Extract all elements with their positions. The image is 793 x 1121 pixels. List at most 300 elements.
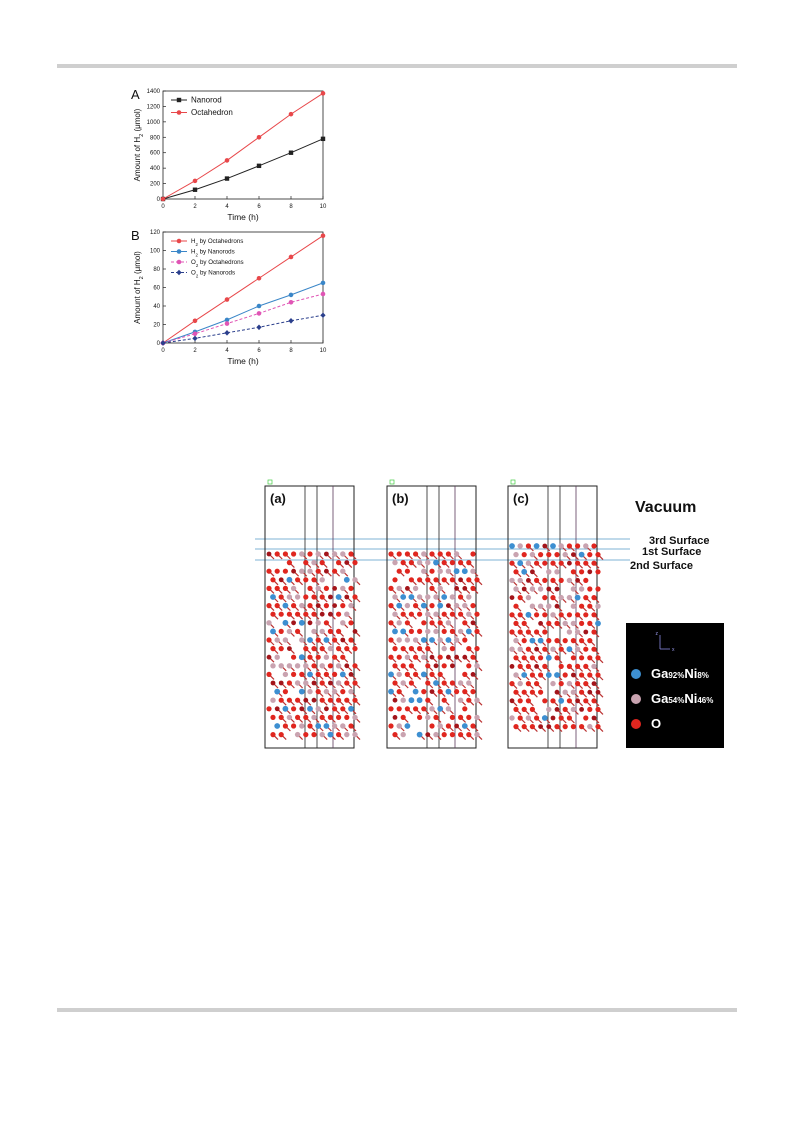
atom: [332, 586, 337, 591]
atom: [466, 594, 471, 599]
x-tick-label: 2: [193, 348, 197, 354]
atom: [513, 621, 518, 626]
atom: [542, 612, 547, 617]
atom: [442, 663, 447, 668]
atom: [571, 707, 576, 712]
atom: [526, 698, 531, 703]
x-tick-label: 2: [193, 204, 197, 210]
atom: [438, 586, 443, 591]
atom: [324, 672, 329, 677]
atom: [307, 723, 312, 728]
surface-label-3rd: 3rd Surface: [649, 535, 710, 547]
atom: [311, 560, 316, 565]
atom: [324, 620, 329, 625]
atom: [591, 664, 596, 669]
atom: [458, 560, 463, 565]
atom: [554, 638, 559, 643]
atom: [446, 551, 451, 556]
atom: [307, 706, 313, 712]
atom: [595, 604, 600, 609]
atom: [291, 706, 296, 711]
atom: [575, 629, 580, 634]
atom: [518, 681, 523, 686]
atom: [425, 612, 430, 617]
atom: [466, 698, 471, 703]
atom: [546, 707, 551, 712]
atom: [328, 612, 333, 617]
atom: [458, 732, 463, 737]
atom: [587, 707, 592, 712]
atom: [522, 552, 527, 557]
atom: [413, 586, 418, 591]
atom: [442, 612, 447, 617]
atom: [275, 637, 280, 642]
y-tick-label: 1200: [146, 104, 160, 111]
atom: [466, 646, 471, 651]
data-point: [257, 311, 262, 316]
atom: [518, 715, 523, 720]
atom: [299, 654, 305, 660]
data-point: [289, 112, 294, 117]
data-point: [224, 330, 229, 336]
atom: [579, 690, 584, 695]
atom: [438, 723, 443, 728]
atom: [513, 586, 518, 591]
atom: [587, 586, 592, 591]
atom: [446, 637, 452, 643]
atom: [510, 698, 515, 703]
atom: [571, 552, 576, 557]
atom: [307, 569, 312, 574]
atom: [328, 715, 333, 720]
atom: [336, 629, 341, 634]
atom: [275, 603, 280, 608]
atom: [518, 612, 523, 617]
atom: [587, 672, 592, 677]
atom: [474, 629, 479, 634]
atom: [336, 715, 341, 720]
series-line: [163, 315, 323, 343]
atom: [279, 698, 284, 703]
atom: [474, 698, 479, 703]
atom: [344, 595, 349, 600]
atom: [591, 698, 596, 703]
atom: [405, 706, 410, 711]
atom: [320, 646, 325, 651]
data-point: [321, 233, 326, 238]
atom: [270, 594, 276, 600]
data-point: [225, 158, 230, 163]
atom: [429, 603, 434, 608]
atom: [299, 551, 304, 556]
atom: [324, 706, 329, 711]
atom: [316, 569, 321, 574]
atom: [270, 732, 275, 737]
atom: [421, 655, 426, 660]
atom: [405, 551, 410, 556]
atom: [433, 577, 438, 582]
atom: [526, 612, 532, 618]
atom: [405, 672, 410, 677]
atom: [324, 603, 329, 608]
atom: [328, 698, 333, 703]
atom: [413, 672, 418, 677]
atom: [522, 707, 527, 712]
data-point: [289, 255, 294, 260]
atom: [425, 560, 430, 565]
atom: [466, 612, 471, 617]
atom: [434, 663, 439, 668]
x-tick-label: 8: [289, 348, 293, 354]
atom: [437, 603, 443, 609]
atom: [287, 646, 292, 651]
atom: [332, 551, 337, 556]
surface-label-2nd: 2nd Surface: [630, 560, 693, 572]
atom: [579, 552, 585, 558]
atom: [575, 698, 580, 703]
atom: [567, 595, 572, 600]
atom: [454, 568, 460, 574]
atom: [392, 680, 397, 685]
atom: [332, 637, 337, 642]
atom: [320, 577, 325, 582]
atom: [328, 595, 333, 600]
atom: [307, 586, 312, 591]
atom: [429, 586, 434, 591]
cell-origin-marker: [390, 480, 394, 484]
x-tick-label: 10: [319, 348, 327, 354]
atom: [336, 680, 341, 685]
atom: [546, 655, 552, 661]
atom: [287, 577, 293, 583]
atom: [311, 577, 316, 582]
atom: [409, 697, 415, 703]
atom: [324, 689, 329, 694]
atom: [299, 569, 304, 574]
atom: [442, 732, 447, 737]
atom: [542, 715, 548, 721]
atom: [538, 638, 544, 644]
legend-label: $O_2$ by Nanorods: [191, 269, 236, 279]
atom: [471, 672, 476, 677]
atom: [348, 637, 353, 642]
x-axis-label: Time (h): [227, 212, 259, 222]
atom: [530, 569, 535, 574]
atom: [279, 629, 284, 634]
atom: [583, 664, 588, 669]
atom: [522, 655, 527, 660]
atom: [530, 638, 536, 644]
atom: [275, 586, 280, 591]
legend-atom-swatch: [631, 669, 641, 679]
atom: [542, 647, 547, 652]
atom: [591, 629, 596, 634]
atom: [332, 655, 337, 660]
atom: [392, 732, 397, 737]
atom: [295, 629, 300, 634]
unit-cell-panel: [265, 480, 360, 748]
atom: [425, 715, 430, 720]
atom: [567, 578, 572, 583]
atom: [405, 637, 410, 642]
atom: [563, 672, 568, 677]
x-tick-label: 4: [225, 204, 229, 210]
atom: [311, 715, 316, 720]
atom: [271, 681, 276, 686]
series-line: [163, 283, 323, 343]
atom: [312, 681, 317, 686]
atom: [454, 689, 459, 694]
atom: [571, 604, 576, 609]
atom: [397, 689, 402, 694]
atom: [332, 706, 337, 711]
atom: [522, 724, 527, 729]
atom: [546, 672, 552, 678]
atom: [316, 689, 321, 694]
atom: [429, 706, 434, 711]
atom: [413, 706, 418, 711]
atom: [534, 561, 539, 566]
atom: [591, 595, 596, 600]
atom: [295, 680, 300, 685]
atom: [275, 551, 280, 556]
atom: [267, 655, 272, 660]
atom: [295, 698, 300, 703]
atom: [388, 551, 393, 556]
atom: [328, 663, 333, 668]
atom: [417, 732, 423, 738]
atom: [397, 569, 402, 574]
atom: [270, 629, 276, 635]
atom: [587, 604, 592, 609]
atom: [442, 629, 447, 634]
atom: [421, 620, 426, 625]
atom: [555, 604, 560, 609]
cell-origin-marker: [511, 480, 515, 484]
atom: [409, 577, 414, 582]
atom: [332, 603, 337, 608]
panel-label: (b): [392, 491, 409, 506]
atom: [458, 680, 463, 685]
data-point: [289, 151, 293, 155]
panel-label: A: [131, 87, 140, 102]
atom: [409, 612, 414, 617]
atom: [550, 612, 555, 617]
atom: [336, 663, 341, 668]
atom: [542, 544, 547, 549]
atom: [470, 586, 475, 591]
atom: [526, 543, 531, 548]
atom: [270, 577, 275, 582]
atom: [554, 672, 560, 678]
atom: [352, 577, 357, 582]
atom: [316, 603, 321, 608]
atom: [438, 620, 443, 625]
data-point: [257, 304, 262, 309]
atom: [595, 586, 600, 591]
atom: [534, 664, 539, 669]
atom: [340, 706, 345, 711]
atom: [324, 723, 330, 729]
atom: [348, 706, 354, 712]
atom: [462, 723, 468, 729]
atom: [336, 594, 342, 600]
atom: [344, 612, 349, 617]
atom: [542, 561, 547, 566]
atom: [534, 647, 539, 652]
atom: [433, 715, 438, 720]
atom: [392, 629, 398, 635]
atom: [421, 672, 427, 678]
data-point: [160, 340, 165, 346]
atom: [559, 681, 564, 686]
legend-label: $O_2$ by Octahedrons: [191, 259, 244, 268]
y-tick-label: 200: [149, 181, 160, 188]
atom: [526, 561, 531, 566]
atom: [344, 715, 349, 720]
atom: [316, 706, 321, 711]
atom: [409, 629, 414, 634]
atom: [550, 578, 555, 583]
atom: [316, 586, 321, 591]
atom: [295, 715, 300, 720]
atom: [397, 586, 402, 591]
atom: [595, 707, 600, 712]
atom: [417, 612, 422, 617]
atom: [438, 569, 443, 574]
atom: [405, 620, 410, 625]
atom: [587, 690, 592, 695]
atom: [270, 663, 275, 668]
atom: [401, 646, 406, 651]
atom: [454, 724, 459, 729]
atom: [595, 655, 600, 660]
atom: [340, 586, 345, 591]
atom: [466, 560, 471, 565]
atom: [526, 647, 531, 652]
atom: [530, 604, 535, 609]
atom: [401, 560, 406, 565]
atom: [550, 681, 555, 686]
atom: [534, 629, 539, 634]
atom: [388, 706, 393, 711]
atom: [591, 612, 596, 617]
atom: [295, 732, 300, 737]
atom: [397, 620, 402, 625]
atom: [299, 620, 305, 626]
atom: [554, 724, 559, 729]
atom: [316, 672, 321, 677]
atom: [513, 604, 518, 609]
atom: [421, 706, 426, 711]
data-point: [289, 293, 294, 298]
atom: [513, 655, 518, 660]
y-tick-label: 80: [153, 267, 160, 273]
atom: [287, 715, 292, 720]
atom: [442, 680, 447, 685]
atom: [509, 629, 514, 634]
atom: [454, 637, 459, 642]
atom: [526, 629, 531, 634]
axis-z-label: z: [655, 631, 658, 637]
atom: [299, 603, 304, 608]
atom: [526, 664, 531, 669]
atom: [433, 629, 438, 634]
atom: [550, 647, 555, 652]
x-tick-label: 6: [257, 348, 261, 354]
legend-atom-swatch: [631, 719, 641, 729]
atom: [591, 561, 596, 566]
atom: [509, 681, 514, 686]
atom: [579, 638, 584, 643]
data-point: [193, 331, 198, 336]
atom: [509, 715, 514, 720]
atom: [425, 680, 430, 685]
atom: [320, 732, 325, 737]
atom: [332, 723, 337, 728]
atom: [567, 543, 572, 548]
atom: [546, 587, 551, 592]
atom: [397, 723, 402, 728]
atom: [307, 603, 312, 608]
atom: [583, 561, 588, 566]
atom: [542, 698, 547, 703]
atom: [567, 698, 572, 703]
atom: [388, 586, 393, 591]
atom: [270, 715, 275, 720]
atom: [509, 612, 514, 617]
atom: [542, 595, 547, 600]
atom: [471, 620, 476, 625]
atom: [538, 552, 543, 557]
atom: [583, 612, 588, 617]
atom: [295, 594, 300, 599]
atom: [579, 569, 584, 574]
atom: [340, 603, 345, 608]
atom: [509, 578, 514, 583]
atom: [583, 681, 588, 686]
atom: [320, 680, 325, 685]
atom: [311, 612, 316, 617]
atom: [550, 698, 555, 703]
atom: [534, 543, 540, 549]
atom: [413, 551, 418, 556]
atom: [299, 672, 304, 677]
atom: [328, 732, 334, 738]
atom: [546, 604, 551, 609]
atom: [563, 707, 568, 712]
atom: [267, 552, 272, 557]
atom: [283, 723, 288, 728]
series-line: [163, 93, 323, 199]
atom: [344, 663, 349, 668]
atom: [446, 569, 451, 574]
atom: [348, 620, 353, 625]
legend-marker: [177, 249, 182, 254]
atom: [279, 663, 284, 668]
atom: [563, 724, 568, 729]
atom: [530, 586, 535, 591]
header-rule: [57, 64, 737, 68]
atom: [417, 646, 422, 651]
atom: [405, 586, 410, 591]
atom: [311, 594, 316, 599]
atom: [320, 560, 325, 565]
data-point: [225, 176, 229, 180]
atom: [401, 612, 406, 617]
y-tick-label: 120: [149, 230, 160, 236]
atom: [509, 647, 514, 652]
